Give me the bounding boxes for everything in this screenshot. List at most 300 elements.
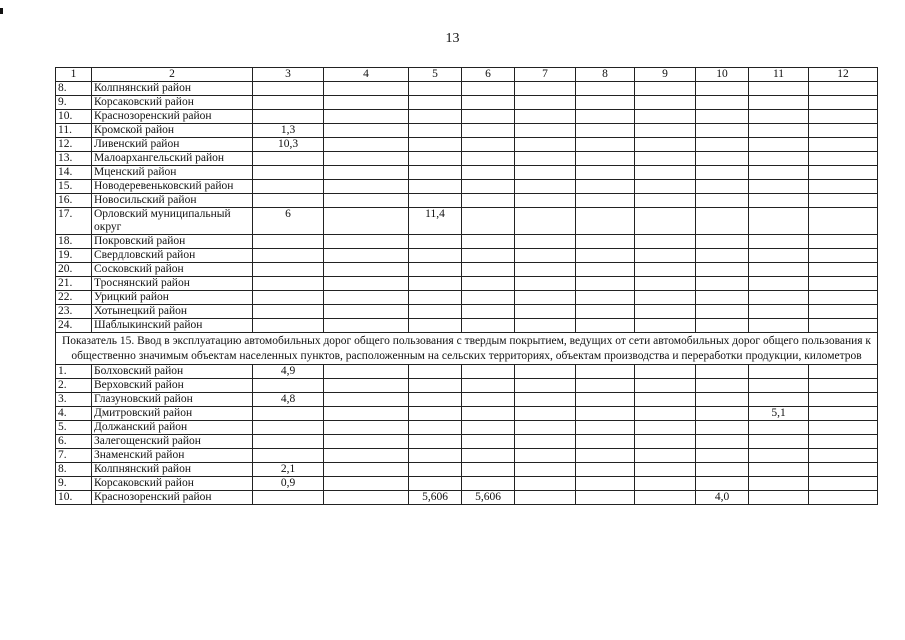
value-cell xyxy=(635,82,696,96)
value-cell xyxy=(809,152,878,166)
value-cell xyxy=(515,421,576,435)
table-row xyxy=(56,421,878,435)
value-cell xyxy=(409,96,462,110)
value-cell xyxy=(462,319,515,333)
value-cell xyxy=(409,263,462,277)
value-cell xyxy=(515,379,576,393)
value-cell xyxy=(462,124,515,138)
value-cell xyxy=(324,152,409,166)
value-cell xyxy=(409,365,462,379)
row-number: 9. xyxy=(56,96,92,110)
value-cell xyxy=(635,463,696,477)
value-cell xyxy=(809,319,878,333)
value-cell xyxy=(324,421,409,435)
value-cell xyxy=(324,477,409,491)
value-cell xyxy=(253,277,324,291)
value-cell xyxy=(324,235,409,249)
value-cell xyxy=(635,235,696,249)
value-cell xyxy=(409,194,462,208)
value-cell xyxy=(515,393,576,407)
row-number: 9. xyxy=(56,477,92,491)
value-cell xyxy=(462,379,515,393)
value-cell xyxy=(635,110,696,124)
value-cell xyxy=(635,491,696,505)
value-cell xyxy=(576,319,635,333)
value-cell xyxy=(576,435,635,449)
district-name: Урицкий район xyxy=(92,291,253,305)
value-cell xyxy=(809,180,878,194)
value-cell xyxy=(253,421,324,435)
value-cell xyxy=(696,435,749,449)
value-cell xyxy=(576,477,635,491)
value-cell xyxy=(324,365,409,379)
column-header: 9 xyxy=(635,68,696,82)
value-cell xyxy=(253,249,324,263)
value-cell xyxy=(809,124,878,138)
row-number: 7. xyxy=(56,449,92,463)
value-cell xyxy=(515,96,576,110)
value-cell xyxy=(576,124,635,138)
value-cell xyxy=(253,491,324,505)
table-row xyxy=(56,449,878,463)
value-cell xyxy=(253,82,324,96)
district-name: Ливенский район xyxy=(92,138,253,152)
value-cell xyxy=(324,96,409,110)
value-cell xyxy=(253,407,324,421)
value-cell xyxy=(515,263,576,277)
value-cell xyxy=(749,305,809,319)
column-header: 1 xyxy=(56,68,92,82)
table-row xyxy=(56,82,878,96)
value-cell xyxy=(749,180,809,194)
row-number: 2. xyxy=(56,379,92,393)
value-cell xyxy=(635,96,696,110)
value-cell xyxy=(409,110,462,124)
value-cell xyxy=(576,263,635,277)
column-header: 2 xyxy=(92,68,253,82)
value-cell xyxy=(324,491,409,505)
value-cell xyxy=(409,152,462,166)
value-cell xyxy=(635,435,696,449)
table-row xyxy=(56,379,878,393)
value-cell xyxy=(409,305,462,319)
value-cell xyxy=(809,305,878,319)
row-number: 3. xyxy=(56,393,92,407)
value-cell: 0,9 xyxy=(253,477,324,491)
value-cell xyxy=(696,365,749,379)
district-name: Новодеревеньковский район xyxy=(92,180,253,194)
value-cell xyxy=(696,393,749,407)
value-cell xyxy=(809,491,878,505)
value-cell xyxy=(749,365,809,379)
value-cell xyxy=(253,435,324,449)
value-cell xyxy=(462,110,515,124)
value-cell xyxy=(253,152,324,166)
value-cell xyxy=(462,421,515,435)
value-cell xyxy=(324,166,409,180)
row-number: 16. xyxy=(56,194,92,208)
value-cell xyxy=(324,449,409,463)
value-cell xyxy=(576,96,635,110)
district-name: Знаменский район xyxy=(92,449,253,463)
value-cell: 10,3 xyxy=(253,138,324,152)
value-cell xyxy=(749,463,809,477)
value-cell xyxy=(696,477,749,491)
value-cell xyxy=(462,305,515,319)
value-cell xyxy=(324,180,409,194)
value-cell xyxy=(696,463,749,477)
value-cell xyxy=(696,194,749,208)
value-cell xyxy=(324,319,409,333)
value-cell xyxy=(253,291,324,305)
value-cell xyxy=(749,263,809,277)
column-header: 10 xyxy=(696,68,749,82)
value-cell xyxy=(696,110,749,124)
column-header: 4 xyxy=(324,68,409,82)
column-header: 3 xyxy=(253,68,324,82)
table-row xyxy=(56,435,878,449)
value-cell xyxy=(576,379,635,393)
value-cell xyxy=(515,277,576,291)
value-cell xyxy=(515,463,576,477)
value-cell xyxy=(809,379,878,393)
value-cell xyxy=(696,180,749,194)
value-cell xyxy=(515,124,576,138)
value-cell xyxy=(515,166,576,180)
value-cell xyxy=(696,407,749,421)
value-cell xyxy=(576,407,635,421)
district-name: Троснянский район xyxy=(92,277,253,291)
value-cell xyxy=(696,208,749,235)
value-cell xyxy=(576,291,635,305)
value-cell xyxy=(324,124,409,138)
column-header: 7 xyxy=(515,68,576,82)
row-number: 21. xyxy=(56,277,92,291)
value-cell xyxy=(696,138,749,152)
value-cell xyxy=(324,208,409,235)
value-cell xyxy=(462,138,515,152)
row-number: 13. xyxy=(56,152,92,166)
value-cell xyxy=(253,96,324,110)
value-cell xyxy=(749,110,809,124)
value-cell xyxy=(462,208,515,235)
value-cell xyxy=(809,407,878,421)
value-cell xyxy=(462,263,515,277)
value-cell xyxy=(749,319,809,333)
value-cell: 1,3 xyxy=(253,124,324,138)
value-cell xyxy=(749,82,809,96)
value-cell xyxy=(409,180,462,194)
value-cell xyxy=(253,194,324,208)
value-cell xyxy=(576,393,635,407)
district-name: Верховский район xyxy=(92,379,253,393)
table-row xyxy=(56,194,878,208)
value-cell xyxy=(749,435,809,449)
table-row xyxy=(56,291,878,305)
value-cell xyxy=(635,249,696,263)
value-cell xyxy=(409,249,462,263)
table-row xyxy=(56,477,878,491)
value-cell xyxy=(576,249,635,263)
table-row xyxy=(56,152,878,166)
value-cell: 11,4 xyxy=(409,208,462,235)
value-cell xyxy=(635,291,696,305)
value-cell xyxy=(462,152,515,166)
district-name: Шаблыкинский район xyxy=(92,319,253,333)
value-cell xyxy=(324,138,409,152)
value-cell xyxy=(635,319,696,333)
value-cell xyxy=(576,305,635,319)
value-cell xyxy=(696,82,749,96)
district-name: Сосковский район xyxy=(92,263,253,277)
value-cell xyxy=(809,291,878,305)
value-cell xyxy=(462,365,515,379)
district-name: Новосильский район xyxy=(92,194,253,208)
row-number: 15. xyxy=(56,180,92,194)
value-cell xyxy=(809,421,878,435)
table-row xyxy=(56,305,878,319)
column-header: 8 xyxy=(576,68,635,82)
column-header: 6 xyxy=(462,68,515,82)
section-title: Показатель 15. Ввод в эксплуатацию автомобильных дорог общего пользования с твердым покрытием, ведущих от сети автомобильных дорог общего пользования к общественно значимым объектам населенных пунктов, расположенным на сельских территориях, объектам производства и переработки продукции, километров xyxy=(56,333,878,365)
value-cell xyxy=(809,249,878,263)
page-number: 13 xyxy=(445,31,460,46)
value-cell xyxy=(749,194,809,208)
value-cell xyxy=(515,319,576,333)
value-cell xyxy=(253,449,324,463)
value-cell xyxy=(749,477,809,491)
value-cell: 4,8 xyxy=(253,393,324,407)
value-cell xyxy=(409,82,462,96)
value-cell xyxy=(462,435,515,449)
value-cell xyxy=(576,235,635,249)
value-cell xyxy=(462,277,515,291)
value-cell xyxy=(324,263,409,277)
value-cell xyxy=(409,477,462,491)
value-cell xyxy=(515,477,576,491)
row-number: 10. xyxy=(56,110,92,124)
value-cell xyxy=(515,194,576,208)
value-cell xyxy=(576,166,635,180)
value-cell xyxy=(749,124,809,138)
value-cell xyxy=(576,421,635,435)
value-cell xyxy=(515,180,576,194)
value-cell xyxy=(324,407,409,421)
value-cell xyxy=(515,82,576,96)
value-cell xyxy=(462,449,515,463)
value-cell xyxy=(409,449,462,463)
value-cell xyxy=(635,124,696,138)
value-cell xyxy=(576,449,635,463)
value-cell: 2,1 xyxy=(253,463,324,477)
district-name: Краснозоренский район xyxy=(92,491,253,505)
value-cell xyxy=(515,138,576,152)
value-cell xyxy=(576,463,635,477)
value-cell xyxy=(409,407,462,421)
value-cell xyxy=(324,277,409,291)
column-header: 11 xyxy=(749,68,809,82)
value-cell xyxy=(462,463,515,477)
district-name: Дмитровский район xyxy=(92,407,253,421)
value-cell xyxy=(696,235,749,249)
value-cell xyxy=(409,166,462,180)
district-name: Малоархангельский район xyxy=(92,152,253,166)
district-name: Мценский район xyxy=(92,166,253,180)
value-cell xyxy=(749,235,809,249)
value-cell xyxy=(462,180,515,194)
row-number: 18. xyxy=(56,235,92,249)
value-cell xyxy=(696,421,749,435)
row-number: 10. xyxy=(56,491,92,505)
value-cell xyxy=(409,393,462,407)
value-cell xyxy=(635,263,696,277)
value-cell xyxy=(515,110,576,124)
value-cell xyxy=(515,305,576,319)
value-cell xyxy=(809,166,878,180)
row-number: 4. xyxy=(56,407,92,421)
value-cell xyxy=(462,194,515,208)
value-cell xyxy=(635,277,696,291)
value-cell xyxy=(515,208,576,235)
value-cell xyxy=(696,263,749,277)
value-cell xyxy=(635,152,696,166)
value-cell xyxy=(749,379,809,393)
district-name: Кромской район xyxy=(92,124,253,138)
value-cell xyxy=(635,407,696,421)
value-cell xyxy=(324,393,409,407)
value-cell xyxy=(809,194,878,208)
table-row xyxy=(56,277,878,291)
value-cell xyxy=(809,393,878,407)
table-row xyxy=(56,110,878,124)
value-cell xyxy=(809,235,878,249)
value-cell: 4,0 xyxy=(696,491,749,505)
value-cell xyxy=(409,124,462,138)
value-cell xyxy=(253,263,324,277)
value-cell xyxy=(576,491,635,505)
value-cell xyxy=(749,277,809,291)
value-cell xyxy=(324,194,409,208)
value-cell xyxy=(749,393,809,407)
value-cell xyxy=(462,291,515,305)
value-cell xyxy=(253,235,324,249)
value-cell: 5,1 xyxy=(749,407,809,421)
value-cell xyxy=(324,82,409,96)
value-cell xyxy=(576,82,635,96)
value-cell xyxy=(635,365,696,379)
value-cell xyxy=(409,291,462,305)
value-cell xyxy=(696,305,749,319)
district-name: Колпнянский район xyxy=(92,82,253,96)
table-row xyxy=(56,124,878,138)
value-cell: 4,9 xyxy=(253,365,324,379)
value-cell xyxy=(696,152,749,166)
row-number: 20. xyxy=(56,263,92,277)
table-row xyxy=(56,263,878,277)
value-cell xyxy=(409,277,462,291)
value-cell xyxy=(409,435,462,449)
row-number: 23. xyxy=(56,305,92,319)
value-cell xyxy=(409,319,462,333)
value-cell: 5,606 xyxy=(462,491,515,505)
row-number: 8. xyxy=(56,82,92,96)
district-name: Свердловский район xyxy=(92,249,253,263)
district-name: Покровский район xyxy=(92,235,253,249)
value-cell xyxy=(515,435,576,449)
district-name: Болховский район xyxy=(92,365,253,379)
value-cell xyxy=(749,166,809,180)
value-cell xyxy=(749,291,809,305)
value-cell xyxy=(635,477,696,491)
value-cell xyxy=(749,491,809,505)
district-name: Корсаковский район xyxy=(92,477,253,491)
value-cell xyxy=(749,421,809,435)
district-name: Должанский район xyxy=(92,421,253,435)
table-row xyxy=(56,166,878,180)
value-cell xyxy=(809,82,878,96)
table-row xyxy=(56,365,878,379)
table-row xyxy=(56,319,878,333)
value-cell xyxy=(576,180,635,194)
value-cell xyxy=(462,477,515,491)
value-cell xyxy=(749,96,809,110)
value-cell xyxy=(635,379,696,393)
value-cell xyxy=(462,249,515,263)
value-cell xyxy=(462,235,515,249)
scan-mark xyxy=(0,8,3,14)
value-cell xyxy=(515,235,576,249)
value-cell xyxy=(253,110,324,124)
table-row xyxy=(56,180,878,194)
value-cell xyxy=(324,305,409,319)
value-cell: 5,606 xyxy=(409,491,462,505)
value-cell xyxy=(635,208,696,235)
column-header: 12 xyxy=(809,68,878,82)
value-cell xyxy=(324,291,409,305)
row-number: 6. xyxy=(56,435,92,449)
district-name: Орловский муниципальный округ xyxy=(92,208,253,235)
value-cell xyxy=(462,82,515,96)
value-cell xyxy=(253,379,324,393)
value-cell xyxy=(409,138,462,152)
value-cell xyxy=(515,249,576,263)
value-cell xyxy=(696,319,749,333)
table-row xyxy=(56,393,878,407)
value-cell xyxy=(809,365,878,379)
value-cell xyxy=(576,194,635,208)
value-cell xyxy=(515,152,576,166)
value-cell xyxy=(515,407,576,421)
district-name: Залегощенский район xyxy=(92,435,253,449)
value-cell xyxy=(809,277,878,291)
row-number: 8. xyxy=(56,463,92,477)
value-cell xyxy=(409,379,462,393)
value-cell xyxy=(576,277,635,291)
table-row xyxy=(56,463,878,477)
value-cell xyxy=(635,421,696,435)
table-row xyxy=(56,407,878,421)
value-cell xyxy=(462,407,515,421)
table-row xyxy=(56,138,878,152)
value-cell xyxy=(635,138,696,152)
table-row xyxy=(56,491,878,505)
table-row xyxy=(56,249,878,263)
value-cell xyxy=(749,449,809,463)
value-cell xyxy=(324,249,409,263)
value-cell xyxy=(809,110,878,124)
value-cell xyxy=(809,449,878,463)
value-cell xyxy=(696,96,749,110)
